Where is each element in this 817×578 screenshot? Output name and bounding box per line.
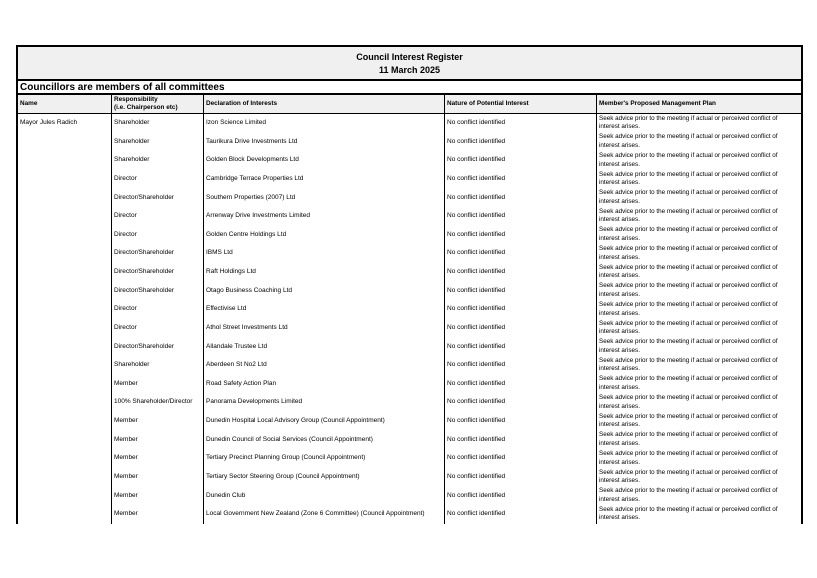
cell-management-plan: Seek advice prior to the meeting if actual or perceived conflict of interest arises. (599, 375, 778, 392)
table-row (18, 375, 801, 394)
table-row (18, 300, 801, 319)
table-row (18, 151, 801, 170)
cell-responsibility: Director/Shareholder (112, 282, 204, 301)
cell-nature: No conflict identified (445, 263, 597, 282)
cell-nature: No conflict identified (445, 468, 597, 487)
cell-nature: No conflict identified (445, 133, 597, 152)
cell-declaration: Cambridge Terrace Properties Ltd (204, 170, 445, 189)
cell-member-name (18, 282, 112, 301)
table-row (18, 170, 801, 189)
cell-declaration: Effectivise Ltd (204, 300, 445, 319)
table-row (18, 244, 801, 263)
cell-management-plan: Seek advice prior to the meeting if actual or perceived conflict of interest arises. (599, 431, 778, 447)
cell-management-plan: Seek advice prior to the meeting if actual or perceived conflict of interest arises. (599, 133, 778, 149)
cell-declaration: Golden Centre Holdings Ltd (204, 226, 445, 245)
cell-nature: No conflict identified (445, 319, 597, 338)
cell-nature: No conflict identified (445, 338, 597, 357)
cell-declaration: Golden Block Developments Ltd (204, 151, 445, 170)
cell-declaration: Tertiary Precinct Planning Group (Council Appointment) (204, 449, 445, 468)
cell-declaration: Otago Business Coaching Ltd (204, 282, 445, 301)
cell-management-plan: Seek advice prior to the meeting if actual or perceived conflict of interest arises. (599, 282, 778, 298)
title-block (18, 47, 801, 81)
cell-declaration: Dunedin Club (204, 487, 445, 506)
table-row (18, 282, 801, 301)
cell-member-name (18, 393, 112, 412)
cell-member-name (18, 189, 112, 208)
cell-member-name (18, 226, 112, 245)
column-header-nature-label: Nature of Potential Interest (447, 100, 529, 107)
cell-management-plan: Seek advice prior to the meeting if actual or perceived conflict of interest arises. (599, 487, 778, 503)
table-header-row (18, 95, 801, 114)
cell-management-plan: Seek advice prior to the meeting if actual or perceived conflict of interest arises. (599, 151, 778, 168)
cell-management-plan: Seek advice prior to the meeting if actual or perceived conflict of interest arises. (599, 300, 778, 317)
cell-nature: No conflict identified (445, 393, 597, 412)
cell-management-plan: Seek advice prior to the meeting if actual or perceived conflict of interest arises. (599, 468, 778, 485)
cell-responsibility: Shareholder (112, 151, 204, 170)
cell-responsibility: Member (112, 431, 204, 450)
cell-member-name (18, 431, 112, 450)
table-row (18, 431, 801, 450)
cell-declaration: Tertiary Sector Steering Group (Council Appointment) (204, 468, 445, 487)
cell-responsibility: Director (112, 300, 204, 319)
cell-responsibility: Director/Shareholder (112, 338, 204, 357)
column-header-declaration (204, 95, 445, 113)
cell-management-plan: Seek advice prior to the meeting if actual or perceived conflict of interest arises. (599, 394, 778, 410)
cell-management-plan: Seek advice prior to the meeting if actual or perceived conflict of interest arises. (599, 505, 778, 522)
cell-management-plan: Seek advice prior to the meeting if actual or perceived conflict of interest arises. (599, 207, 778, 224)
table-row (18, 487, 801, 506)
table-row (18, 412, 801, 431)
cell-nature: No conflict identified (445, 226, 597, 245)
cell-nature: No conflict identified (445, 170, 597, 189)
cell-responsibility: Director (112, 207, 204, 226)
column-header-responsibility-line1: Responsibility (114, 96, 158, 103)
document-date: 11 March 2025 (378, 65, 441, 75)
cell-responsibility: Shareholder (112, 133, 204, 152)
cell-member-name (18, 300, 112, 319)
cell-nature: No conflict identified (445, 356, 597, 375)
cell-responsibility: Member (112, 487, 204, 506)
cell-member-name (18, 338, 112, 357)
cell-member-name (18, 449, 112, 468)
cell-responsibility: Shareholder (112, 356, 204, 375)
table-row (18, 189, 801, 208)
cell-declaration: IBMS Ltd (204, 244, 445, 263)
column-header-declaration-label: Declaration of Interests (206, 100, 278, 107)
cell-responsibility: Member (112, 375, 204, 394)
column-header-nature (445, 95, 597, 113)
cell-management-plan: Seek advice prior to the meeting if actual or perceived conflict of interest arises. (599, 114, 778, 131)
cell-declaration: Taurikura Drive Investments Ltd (204, 133, 445, 152)
table-row (18, 226, 801, 245)
column-header-responsibility (112, 95, 204, 113)
cell-nature: No conflict identified (445, 282, 597, 301)
cell-responsibility: Director (112, 226, 204, 245)
cell-member-name (18, 505, 112, 524)
column-header-name-label: Name (20, 100, 38, 107)
table-row (18, 338, 801, 357)
cell-responsibility: Director (112, 170, 204, 189)
table-row (18, 505, 801, 524)
cell-declaration: Athol Street Investments Ltd (204, 319, 445, 338)
cell-responsibility: Director/Shareholder (112, 189, 204, 208)
cell-nature: No conflict identified (445, 375, 597, 394)
table-row (18, 449, 801, 468)
cell-management-plan: Seek advice prior to the meeting if actual or perceived conflict of interest arises. (599, 356, 778, 373)
cell-nature: No conflict identified (445, 151, 597, 170)
cell-member-name (18, 207, 112, 226)
table-row (18, 319, 801, 338)
cell-declaration: Southern Properties (2007) Ltd (204, 189, 445, 208)
cell-nature: No conflict identified (445, 244, 597, 263)
table-row (18, 207, 801, 226)
cell-member-name (18, 356, 112, 375)
cell-responsibility: Member (112, 468, 204, 487)
cell-management-plan: Seek advice prior to the meeting if actual or perceived conflict of interest arises. (599, 412, 778, 429)
cell-nature: No conflict identified (445, 300, 597, 319)
cell-member-name (18, 375, 112, 394)
cell-declaration: Dunedin Hospital Local Advisory Group (Council Appointment) (204, 412, 445, 431)
cell-member-name (18, 170, 112, 189)
cell-nature: No conflict identified (445, 189, 597, 208)
cell-management-plan: Seek advice prior to the meeting if actual or perceived conflict of interest arises. (599, 226, 778, 243)
cell-member-name: Mayor Jules Radich (18, 114, 112, 133)
cell-responsibility: Director (112, 319, 204, 338)
column-header-responsibility-line2: (i.e. Chairperson etc) (114, 104, 178, 111)
cell-member-name (18, 319, 112, 338)
column-header-plan (597, 95, 801, 113)
table-body (18, 114, 801, 524)
cell-member-name (18, 244, 112, 263)
cell-management-plan: Seek advice prior to the meeting if actual or perceived conflict of interest arises. (599, 189, 778, 205)
table-row (18, 133, 801, 152)
cell-responsibility: Member (112, 412, 204, 431)
cell-nature: No conflict identified (445, 207, 597, 226)
cell-management-plan: Seek advice prior to the meeting if actual or perceived conflict of interest arises. (599, 319, 778, 336)
cell-responsibility: Shareholder (112, 114, 204, 133)
cell-nature: No conflict identified (445, 114, 597, 133)
table-row (18, 114, 801, 133)
cell-responsibility: Member (112, 505, 204, 524)
cell-member-name (18, 412, 112, 431)
column-header-name (18, 95, 112, 113)
cell-declaration: Raft Holdings Ltd (204, 263, 445, 282)
cell-declaration: Local Government New Zealand (Zone 6 Committee) (Council Appointment) (204, 505, 445, 524)
cell-declaration: Dunedin Council of Social Services (Council Appointment) (204, 431, 445, 450)
cell-responsibility: Director/Shareholder (112, 263, 204, 282)
cell-management-plan: Seek advice prior to the meeting if actual or perceived conflict of interest arises. (599, 338, 778, 354)
cell-nature: No conflict identified (445, 505, 597, 524)
cell-management-plan: Seek advice prior to the meeting if actual or perceived conflict of interest arises. (599, 449, 778, 466)
table-row (18, 263, 801, 282)
cell-declaration: Panorama Developments Limited (204, 393, 445, 412)
cell-nature: No conflict identified (445, 431, 597, 450)
cell-management-plan: Seek advice prior to the meeting if actual or perceived conflict of interest arises. (599, 245, 778, 261)
cell-nature: No conflict identified (445, 487, 597, 506)
table-row (18, 393, 801, 412)
document-title: Council Interest Register (356, 52, 463, 62)
cell-declaration: Aberdeen St No2 Ltd (204, 356, 445, 375)
cell-nature: No conflict identified (445, 412, 597, 431)
table-row (18, 468, 801, 487)
cell-declaration: Road Safety Action Plan (204, 375, 445, 394)
cell-member-name (18, 468, 112, 487)
cell-declaration: Arrenway Drive Investments Limited (204, 207, 445, 226)
cell-responsibility: 100% Shareholder/Director (112, 393, 204, 412)
cell-nature: No conflict identified (445, 449, 597, 468)
cell-member-name (18, 263, 112, 282)
cell-member-name (18, 133, 112, 152)
council-interest-register-table (16, 45, 803, 524)
cell-member-name (18, 487, 112, 506)
table-row (18, 356, 801, 375)
cell-declaration: Allandale Trustee Ltd (204, 338, 445, 357)
committees-note: Councillors are members of all committees (18, 81, 801, 95)
cell-declaration: Izon Science Limited (204, 114, 445, 133)
cell-member-name (18, 151, 112, 170)
cell-management-plan: Seek advice prior to the meeting if actual or perceived conflict of interest arises. (599, 170, 778, 187)
cell-management-plan: Seek advice prior to the meeting if actual or perceived conflict of interest arises. (599, 263, 778, 280)
cell-responsibility: Member (112, 449, 204, 468)
cell-responsibility: Director/Shareholder (112, 244, 204, 263)
column-header-plan-label: Member's Proposed Management Plan (599, 100, 716, 107)
